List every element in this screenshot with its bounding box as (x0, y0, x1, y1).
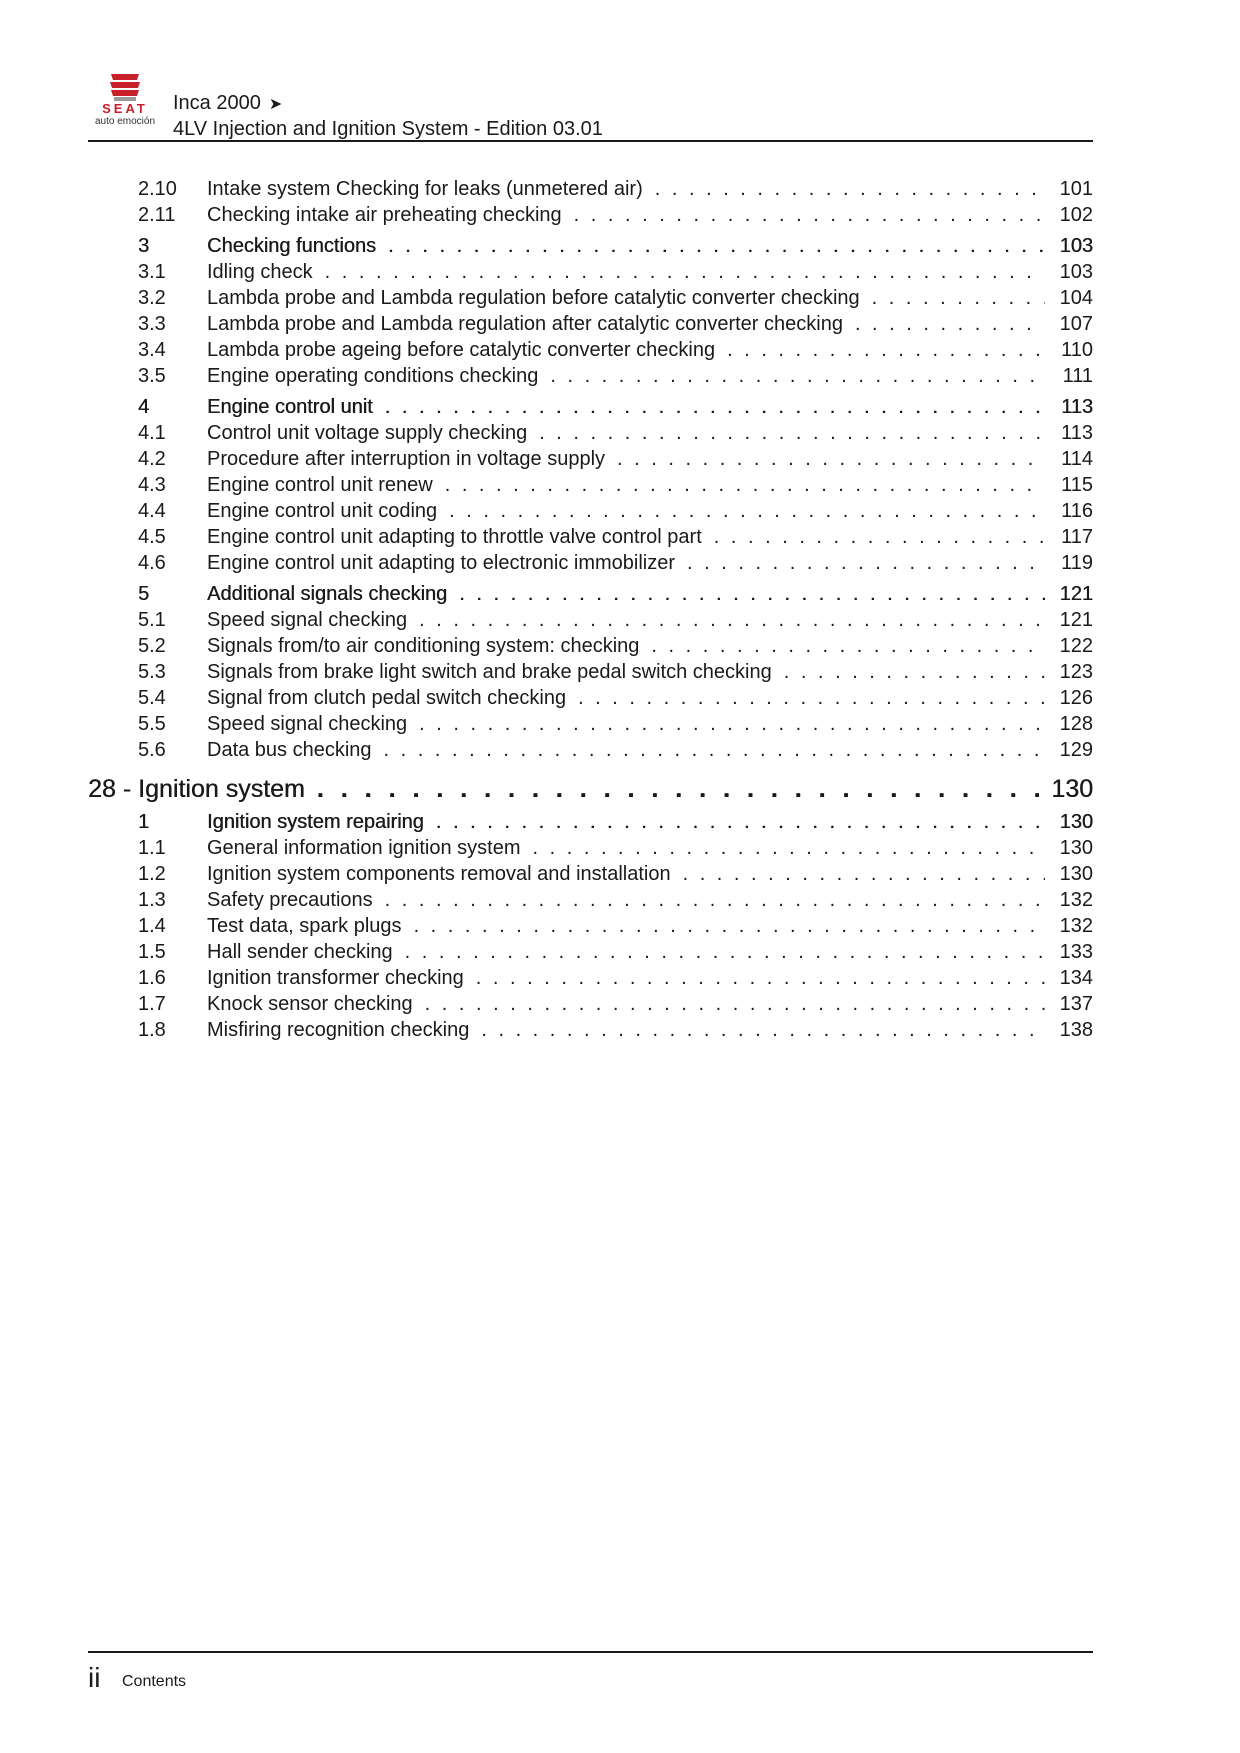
toc-leader-dots (425, 991, 1045, 1017)
toc-entry[interactable] (88, 887, 1093, 913)
header-title (173, 92, 282, 116)
toc-leader-dots (578, 685, 1045, 711)
toc-number: 3.1 (138, 261, 166, 283)
toc-leader-dots (683, 861, 1045, 887)
toc-entry[interactable] (88, 420, 1093, 446)
toc-title: Lambda probe and Lambda regulation before catalytic converter checking (207, 287, 860, 309)
toc-number: 1.2 (138, 863, 166, 885)
toc-leader-dots (476, 965, 1045, 991)
toc-section[interactable] (88, 394, 1093, 420)
toc-leader-dots (532, 835, 1045, 861)
arrow-right-icon: ➤ (268, 96, 283, 113)
toc-entry[interactable] (88, 607, 1093, 633)
toc-page-number: 104 (1059, 287, 1093, 309)
toc-entry[interactable] (88, 202, 1093, 228)
toc-entry[interactable] (88, 259, 1093, 285)
toc-section[interactable] (88, 581, 1093, 607)
header-divider (88, 140, 1093, 142)
toc-entry[interactable] (88, 991, 1093, 1017)
toc-page-number: 107 (1059, 313, 1093, 335)
toc-title: Idling check (207, 261, 313, 283)
toc-title: Knock sensor checking (207, 993, 413, 1015)
toc-entry[interactable] (88, 498, 1093, 524)
toc-page-number: 130 (1059, 837, 1093, 859)
toc-number: 4 (138, 396, 150, 418)
toc-entry[interactable] (88, 965, 1093, 991)
toc-title: Engine operating conditions checking (207, 365, 539, 387)
toc-number: 5.1 (138, 609, 166, 631)
toc-title: Data bus checking (207, 739, 372, 761)
toc-leader-dots (325, 259, 1045, 285)
toc-leader-dots (419, 711, 1045, 737)
toc-page-number: 128 (1059, 713, 1093, 735)
toc-leader-dots (459, 581, 1045, 607)
toc-page-number: 101 (1059, 178, 1093, 200)
logo-tagline: auto emoción (94, 116, 156, 127)
toc-entry[interactable] (88, 861, 1093, 887)
toc-page-number: 117 (1061, 526, 1093, 548)
toc-page-number: 133 (1059, 941, 1093, 963)
toc-page-number: 113 (1061, 396, 1093, 418)
toc-title: 28 - Ignition system (88, 775, 305, 803)
toc-leader-dots (651, 633, 1045, 659)
toc-number: 3.5 (138, 365, 166, 387)
toc-page-number: 103 (1059, 235, 1093, 257)
toc-number: 3.4 (138, 339, 166, 361)
toc-title: Lambda probe ageing before catalytic converter checking (207, 339, 716, 361)
footer-label: Contents (122, 1673, 187, 1690)
toc-title: Lambda probe and Lambda regulation after catalytic converter checking (207, 313, 843, 335)
toc-title: Signal from clutch pedal switch checking (207, 687, 567, 709)
toc-title: Engine control unit renew (207, 474, 433, 496)
toc-entry[interactable] (88, 711, 1093, 737)
toc-page-number: 102 (1059, 204, 1093, 226)
toc-number: 1.4 (138, 915, 166, 937)
toc-page-number: 113 (1061, 422, 1093, 444)
toc-number: 5 (138, 583, 150, 605)
toc-title: Signals from/to air conditioning system: checking (207, 635, 640, 657)
toc-number: 2.10 (138, 178, 177, 200)
toc-leader-dots (481, 1017, 1045, 1043)
toc-title: Hall sender checking (207, 941, 393, 963)
toc-leader-dots (385, 887, 1045, 913)
toc-entry[interactable] (88, 524, 1093, 550)
toc-leader-dots (574, 202, 1045, 228)
toc-page-number: 122 (1059, 635, 1093, 657)
toc-page-number: 123 (1059, 661, 1093, 683)
toc-entry[interactable] (88, 913, 1093, 939)
toc-entry[interactable] (88, 472, 1093, 498)
toc-page-number: 126 (1059, 687, 1093, 709)
toc-leader-dots (436, 809, 1045, 835)
header-subtitle: 4LV Injection and Ignition System - Edition 03.01 (173, 118, 603, 140)
toc-number: 3.2 (138, 287, 166, 309)
toc-number: 4.4 (138, 500, 166, 522)
toc-number: 1.8 (138, 1019, 166, 1041)
toc-number: 5.2 (138, 635, 166, 657)
toc-number: 1.5 (138, 941, 166, 963)
toc-title: Checking intake air preheating checking (207, 204, 562, 226)
toc-entry[interactable] (88, 659, 1093, 685)
toc-leader-dots (617, 446, 1045, 472)
toc-page-number: 130 (1059, 811, 1093, 833)
toc-leader-dots (405, 939, 1045, 965)
toc-number: 3.3 (138, 313, 166, 335)
toc-leader-dots (855, 311, 1045, 337)
toc-number: 1.1 (138, 837, 166, 859)
toc-entry[interactable] (88, 685, 1093, 711)
toc-entry[interactable] (88, 550, 1093, 576)
toc-number: 4.6 (138, 552, 166, 574)
toc-number: 4.1 (138, 422, 166, 444)
toc-title: Engine control unit adapting to throttle valve control part (207, 526, 702, 548)
toc-leader-dots (784, 659, 1045, 685)
toc-leader-dots (388, 233, 1045, 259)
toc-leader-dots (385, 394, 1045, 420)
toc-number: 1.6 (138, 967, 166, 989)
toc-title: Engine control unit adapting to electronic immobilizer (207, 552, 676, 574)
toc-page-number: 132 (1059, 915, 1093, 937)
toc-page-number: 121 (1059, 583, 1093, 605)
toc-page-number: 129 (1059, 739, 1093, 761)
footer-page-number: ii (88, 1662, 101, 1693)
toc-number: 3 (138, 235, 150, 257)
toc-page-number: 134 (1059, 967, 1093, 989)
toc-page-number: 132 (1059, 889, 1093, 911)
toc-title: Control unit voltage supply checking (207, 422, 528, 444)
toc-title: Additional signals checking (207, 583, 448, 605)
toc-leader-dots (384, 737, 1045, 763)
toc-entry[interactable] (88, 446, 1093, 472)
toc-leader-dots (550, 363, 1045, 389)
toc-title: Engine control unit (207, 396, 373, 418)
toc-leader-dots (872, 285, 1045, 311)
toc-page-number: 138 (1059, 1019, 1093, 1041)
toc-title: Safety precautions (207, 889, 373, 911)
toc-title: Signals from brake light switch and brake pedal switch checking (207, 661, 772, 683)
toc-number: 1.3 (138, 889, 166, 911)
toc-leader-dots (539, 420, 1045, 446)
toc-leader-dots (655, 176, 1045, 202)
toc-entry[interactable] (88, 285, 1093, 311)
toc-title: Intake system Checking for leaks (unmetered air) (207, 178, 643, 200)
toc-entry[interactable] (88, 311, 1093, 337)
toc-entry[interactable] (88, 363, 1093, 389)
toc-page-number: 111 (1062, 365, 1093, 387)
toc-number: 2.11 (138, 204, 176, 226)
toc-title: Engine control unit coding (207, 500, 438, 522)
toc-page-number: 121 (1059, 609, 1093, 631)
toc-number: 1 (138, 811, 150, 833)
toc-entry[interactable] (88, 176, 1093, 202)
toc-title: Speed signal checking (207, 609, 408, 631)
toc-entry[interactable] (88, 1017, 1093, 1043)
toc-number: 5.5 (138, 713, 166, 735)
toc-leader-dots (445, 472, 1045, 498)
toc-leader-dots (727, 337, 1045, 363)
toc-leader-dots (414, 913, 1045, 939)
toc-leader-dots (714, 524, 1045, 550)
toc-entry[interactable] (88, 337, 1093, 363)
toc-section[interactable] (88, 233, 1093, 259)
toc-chapter[interactable] (88, 773, 1093, 805)
toc-page-number: 110 (1061, 339, 1093, 361)
toc-leader-dots (317, 773, 1040, 805)
toc-page-number: 137 (1059, 993, 1093, 1015)
toc-page-number: 119 (1061, 552, 1093, 574)
toc-section[interactable] (88, 809, 1093, 835)
toc-title: Test data, spark plugs (207, 915, 402, 937)
toc-page-number: 115 (1061, 474, 1093, 496)
toc-entry[interactable] (88, 939, 1093, 965)
toc-title: Procedure after interruption in voltage supply (207, 448, 606, 470)
seat-logo (88, 72, 162, 130)
toc-page-number: 130 (1059, 863, 1093, 885)
toc-title: Misfiring recognition checking (207, 1019, 470, 1041)
toc-leader-dots (449, 498, 1045, 524)
toc-number: 5.3 (138, 661, 166, 683)
toc-number: 5.6 (138, 739, 166, 761)
toc-number: 4.2 (138, 448, 166, 470)
toc-title: Checking functions (207, 235, 376, 257)
toc-entry[interactable] (88, 633, 1093, 659)
toc-title: Ignition system repairing (207, 811, 424, 833)
toc-number: 1.7 (138, 993, 166, 1015)
toc-title: General information ignition system (207, 837, 521, 859)
toc-number: 4.5 (138, 526, 166, 548)
toc-entry[interactable] (88, 737, 1093, 763)
toc-title: Ignition system components removal and installation (207, 863, 671, 885)
toc-page-number: 130 (1051, 775, 1093, 803)
footer-divider (88, 1651, 1093, 1653)
toc-page-number: 103 (1059, 261, 1093, 283)
document-model: Inca 2000 (173, 92, 261, 114)
toc-title: Ignition transformer checking (207, 967, 464, 989)
toc-entry[interactable] (88, 835, 1093, 861)
toc-leader-dots (687, 550, 1045, 576)
toc-page-number: 116 (1061, 500, 1093, 522)
toc-number: 4.3 (138, 474, 166, 496)
toc-title: Speed signal checking (207, 713, 408, 735)
logo-wordmark: SEAT (102, 101, 148, 116)
seat-emblem-icon (107, 72, 143, 102)
toc-number: 5.4 (138, 687, 166, 709)
toc-page-number: 114 (1061, 448, 1093, 470)
toc-leader-dots (419, 607, 1045, 633)
